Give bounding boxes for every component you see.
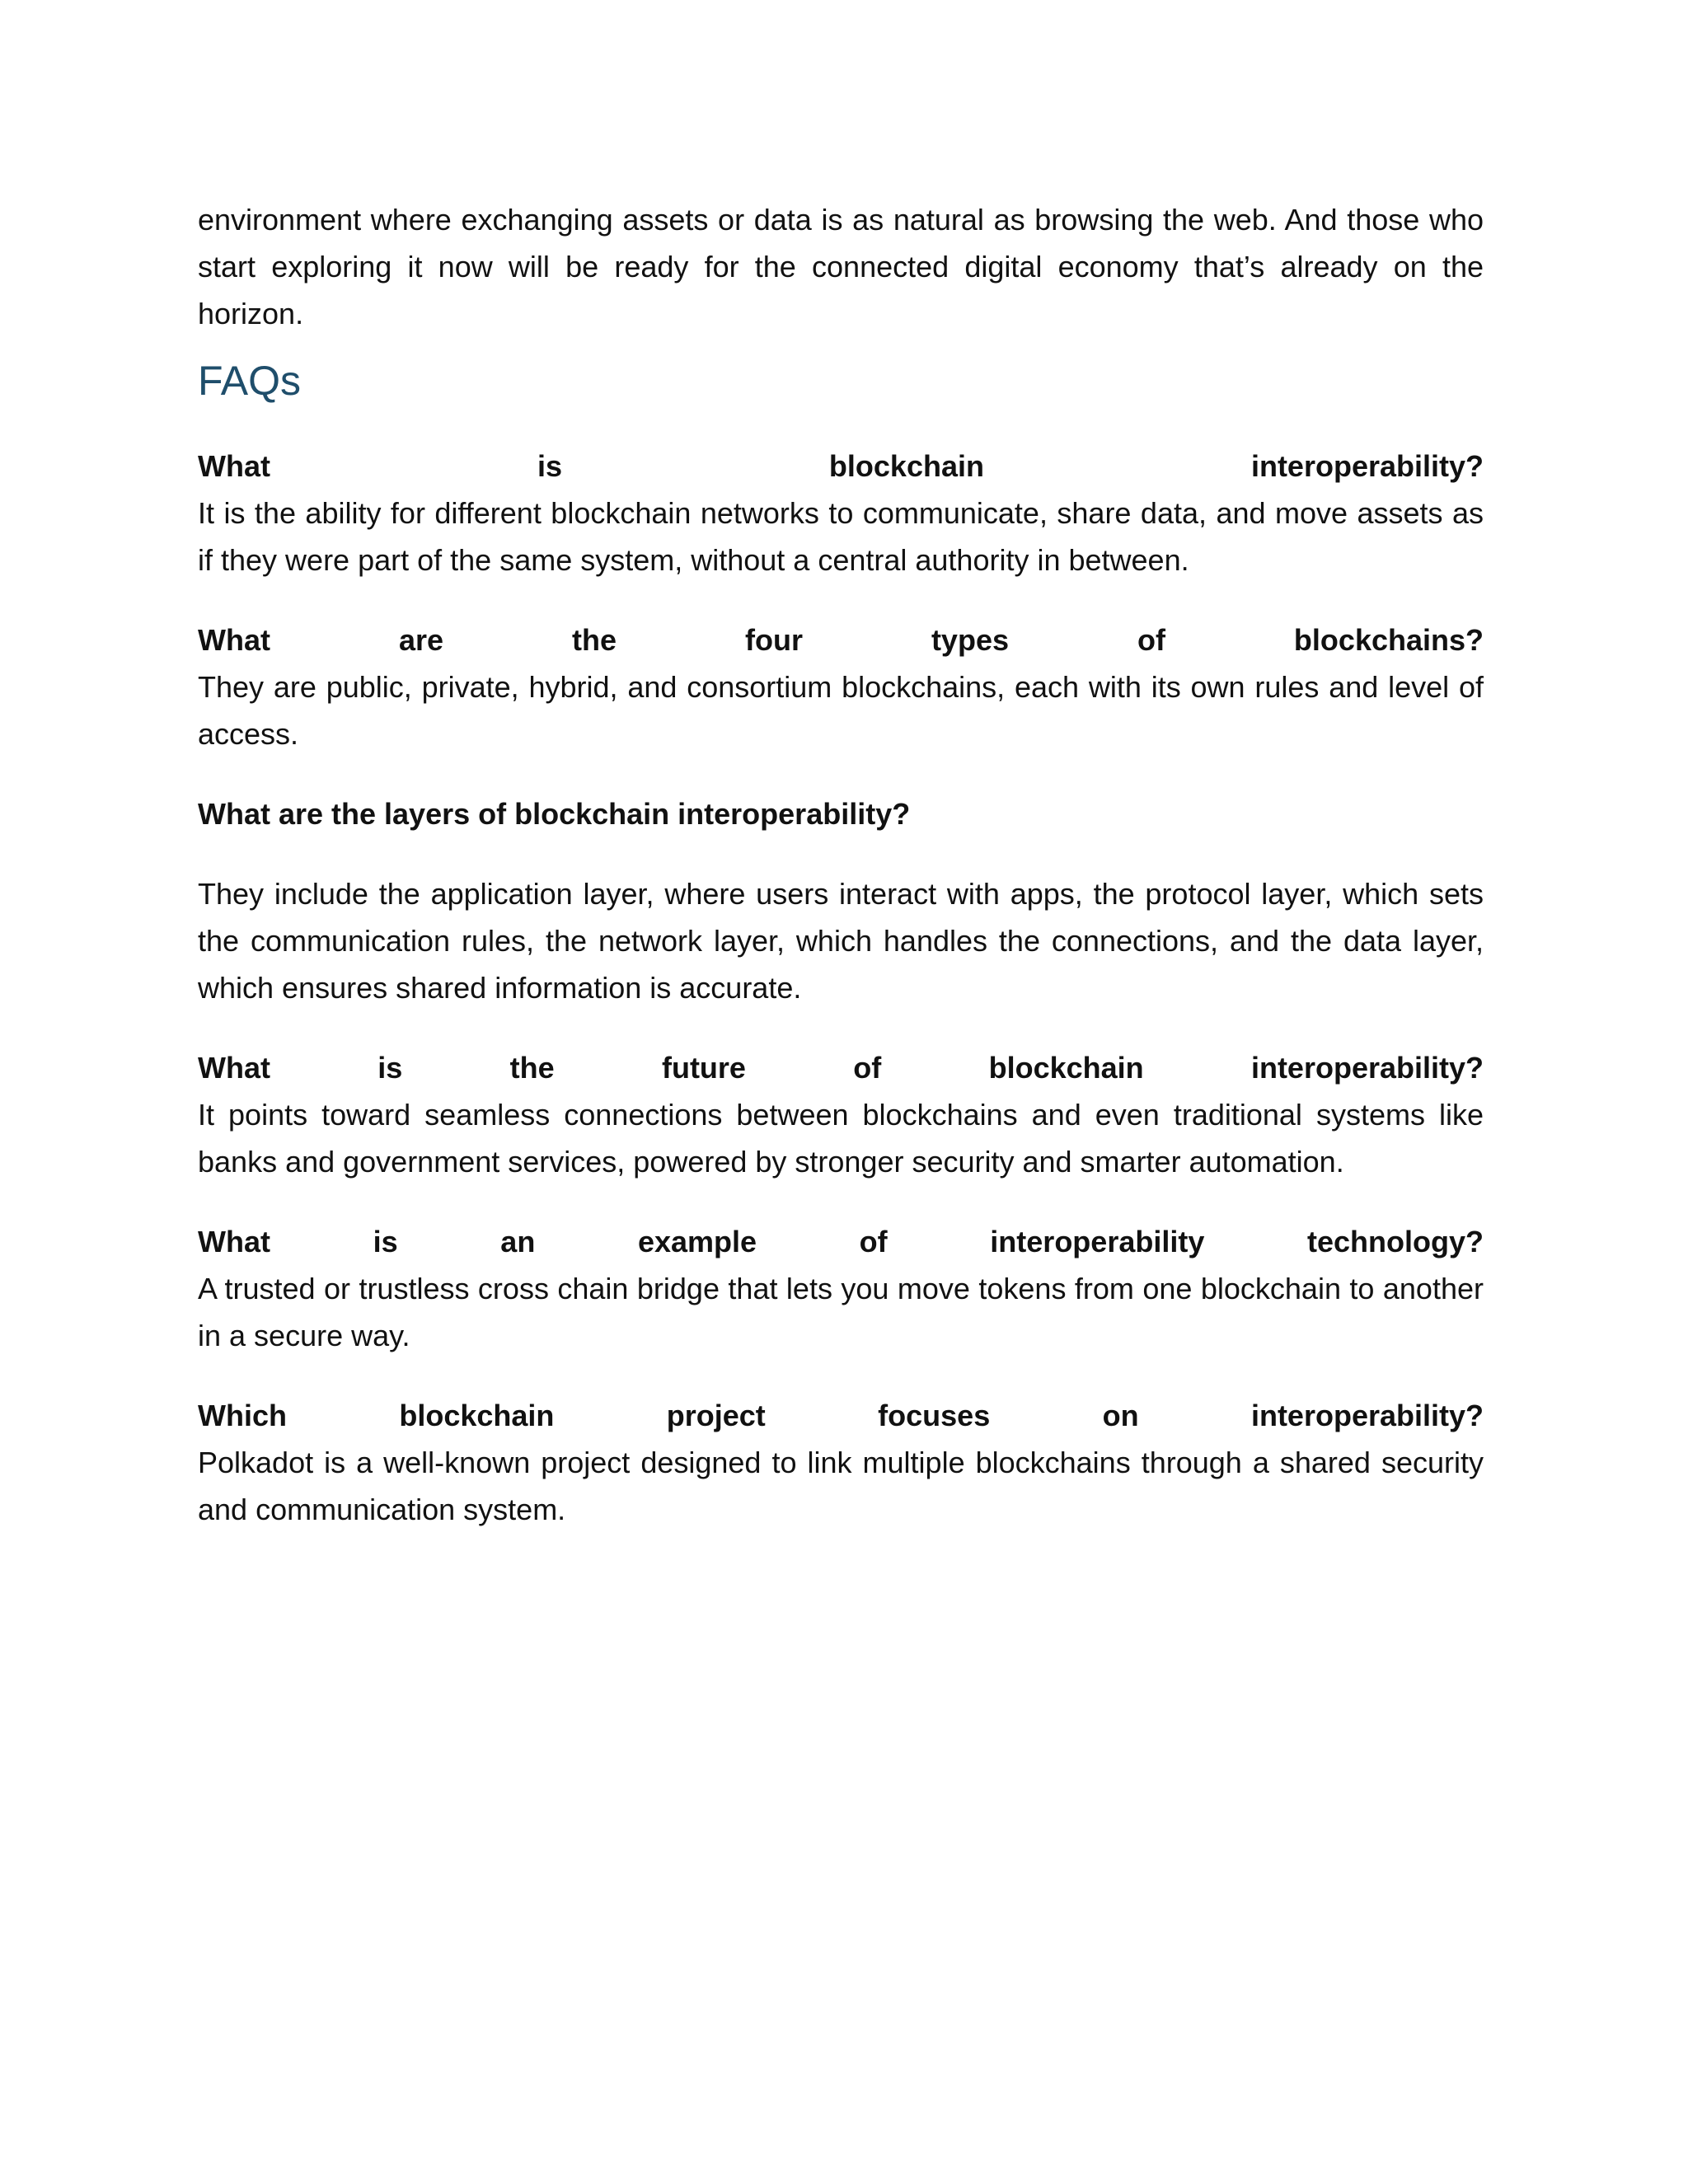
faq-item-3	[198, 790, 1484, 1011]
faq-question: What are the four types of blockchains?	[198, 623, 1484, 657]
faq-answer: It is the ability for different blockchain networks to communicate, share data, and move assets as if they were part of the same system, without a central authority in between.	[198, 496, 1484, 577]
faq-item-1	[198, 443, 1484, 583]
faq-answer: A trusted or trustless cross chain bridge that lets you move tokens from one blockchain to another in a secure way.	[198, 1272, 1484, 1352]
faq-question: What is the future of blockchain interoperability?	[198, 1051, 1484, 1085]
faq-item-5	[198, 1218, 1484, 1359]
faq-item-6	[198, 1392, 1484, 1533]
intro-paragraph: environment where exchanging assets or data is as natural as browsing the web. And those who start exploring it now will be ready for the connected digital economy that’s already on the horizon.	[198, 203, 1484, 330]
faq-answer: They are public, private, hybrid, and consortium blockchains, each with its own rules and level of access.	[198, 670, 1484, 751]
document-page	[198, 196, 1484, 1533]
faqs-heading: FAQs	[198, 358, 302, 404]
faq-item-4	[198, 1044, 1484, 1185]
faq-question: What is an example of interoperability technology?	[198, 1225, 1484, 1258]
faq-question: Which blockchain project focuses on interoperability?	[198, 1399, 1484, 1432]
faq-answer: They include the application layer, where users interact with apps, the protocol layer, which sets the communication rules, the network layer, which handles the connections, and the data layer, which ensures shared information is accurate.	[198, 877, 1484, 1005]
faq-answer: It points toward seamless connections between blockchains and even traditional systems like banks and government services, powered by stronger security and smarter automation.	[198, 1098, 1484, 1179]
faq-question: What is blockchain interoperability?	[198, 449, 1484, 483]
faq-question: What are the layers of blockchain interoperability?	[198, 797, 911, 831]
faq-answer: Polkadot is a well-known project designed to link multiple blockchains through a shared security and communication system.	[198, 1446, 1484, 1526]
faq-item-2	[198, 616, 1484, 757]
